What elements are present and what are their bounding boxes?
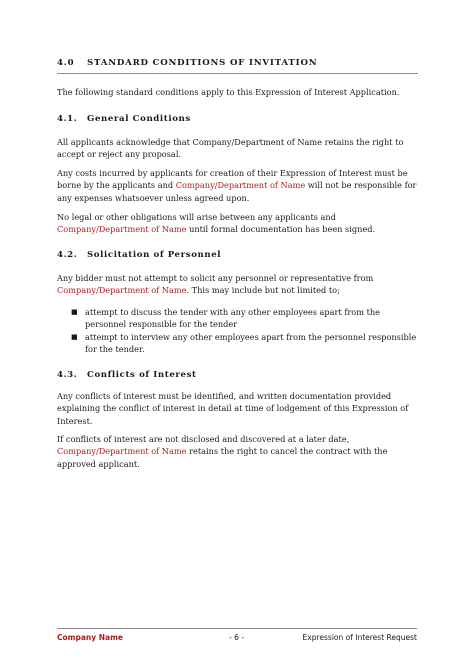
text-run: until formal documentation has been signed. xyxy=(186,224,376,235)
section-title: STANDARD CONDITIONS OF INVITATION xyxy=(87,58,318,68)
conflicts-paragraph-2 xyxy=(57,433,418,470)
bullet-icon: ■ xyxy=(71,308,78,316)
general-paragraph-1: All applicants acknowledge that Company/Department of Name retains the right to accept or reject any proposal. xyxy=(57,137,404,160)
list-item-text: attempt to discuss the tender with any other employees apart from the personnel responsible for the tender xyxy=(85,307,380,330)
general-paragraph-3 xyxy=(57,211,418,236)
text-run: If conflicts of interest are not disclosed and discovered at a later date, xyxy=(57,434,350,444)
list-item-text: attempt to interview any other employees apart from the personnel responsible for the tender. xyxy=(85,332,417,355)
subsection-heading-general xyxy=(57,114,191,124)
text-run: . This may include but not limited to; xyxy=(186,285,340,296)
intro-paragraph: The following standard conditions apply to this Expression of Interest Application. xyxy=(57,87,400,97)
subsection-heading-conflicts xyxy=(57,370,197,380)
page-footer xyxy=(57,628,417,643)
general-paragraph-2 xyxy=(57,167,418,204)
company-name-highlight: Company/Department of Name xyxy=(57,285,187,296)
subsection-title: Solicitation of Personnel xyxy=(87,250,222,260)
company-name-highlight: Company/Department of Name xyxy=(57,446,187,457)
text-run: Any bidder must not attempt to solicit any personnel or representative from xyxy=(57,273,374,283)
subsection-number: 4.2. xyxy=(57,250,78,260)
subsection-number: 4.3. xyxy=(57,370,78,380)
text-run: retains the right to cancel the contract with the approved applicant. xyxy=(57,446,388,469)
footer-company-name: Company Name xyxy=(57,633,123,642)
text-run: will not be responsible for any expenses whatsoever unless agreed upon. xyxy=(57,180,417,203)
subsection-title: General Conditions xyxy=(87,114,191,124)
company-name-highlight: Company/Department of Name xyxy=(175,180,306,191)
footer-page-number: - 6 - xyxy=(229,633,244,642)
footer-document-title: Expression of Interest Request xyxy=(302,633,417,642)
solicitation-paragraph xyxy=(57,272,418,297)
section-number: 4.0 xyxy=(57,58,75,68)
subsection-heading-solicitation xyxy=(57,250,221,260)
text-run: Any costs incurred by applicants for creation of their Expression of Interest must be borne by the applicants and xyxy=(57,168,408,191)
subsection-title: Conflicts of Interest xyxy=(87,370,197,380)
text-run: No legal or other obligations will arise between any applicants and xyxy=(57,212,336,222)
company-name-highlight: Company/Department of Name xyxy=(57,224,187,235)
bullet-icon: ■ xyxy=(71,333,78,341)
section-heading xyxy=(57,58,418,74)
subsection-number: 4.1. xyxy=(57,114,78,124)
conflicts-paragraph-1: Any conflicts of interest must be identified, and written documentation provided explaining the conflict of interest in detail at time of lodgement of this Expression of Interest. xyxy=(57,391,409,426)
